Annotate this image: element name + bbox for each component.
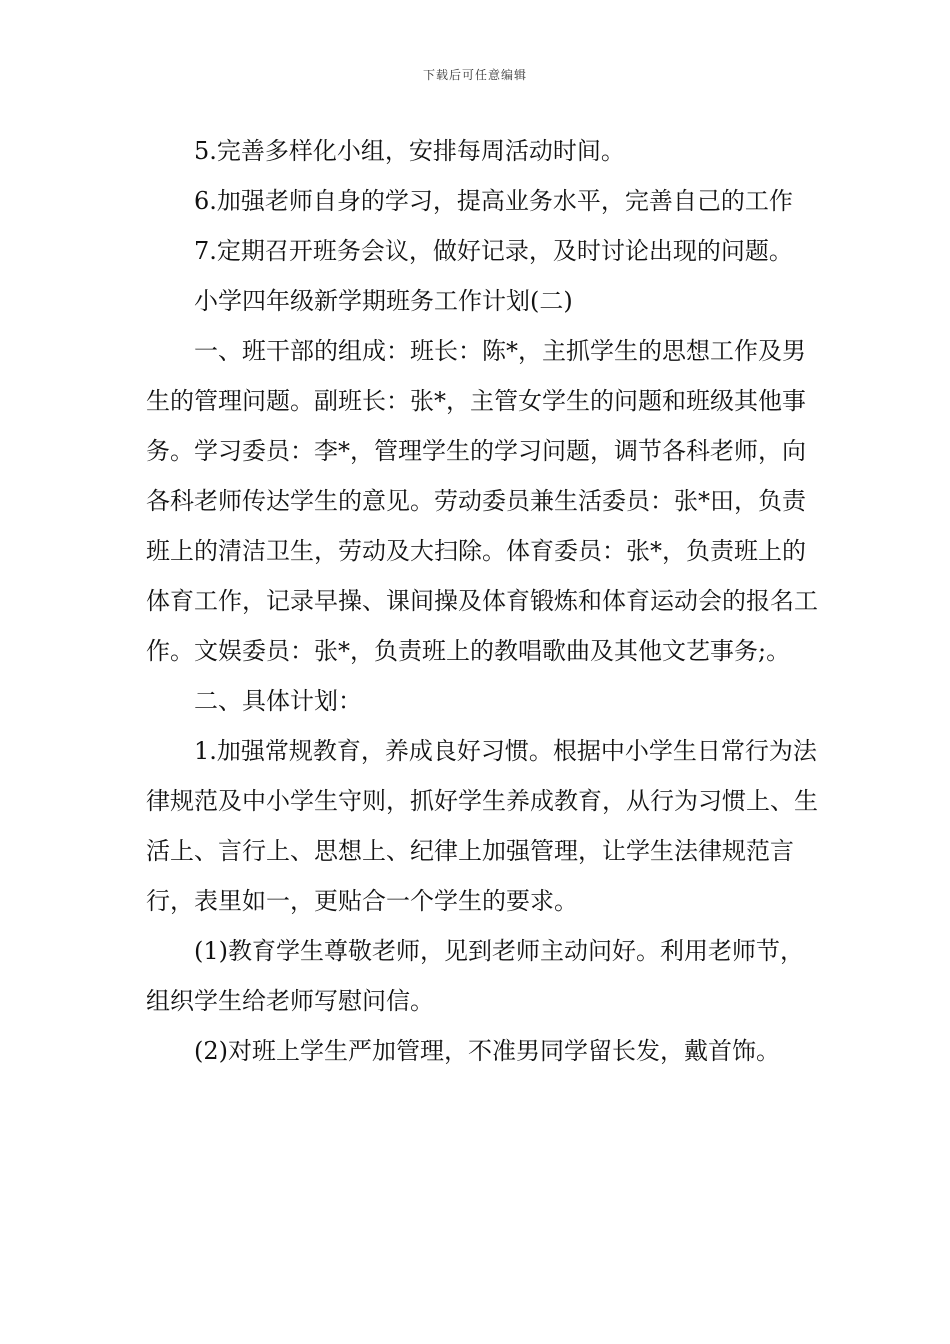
paragraph-class-cadres: 一、班干部的组成：班长：陈*，主抓学生的思想工作及男生的管理问题。副班长：张*，主管女学生的问题和班级其他事务。学习委员：李*，管理学生的学习问题，调节各科老师，向各科老师传达学生的意见。劳动委员兼生活委员：张*田，负责班上的清洁卫生，劳动及大扫除。体育委员：张*，负责班上的体育工作，记录早操、课间操及体育锻炼和体育运动会的报名工作。文娱委员：张*，负责班上的教唱歌曲及其他文艺事务;。 — [146, 337, 818, 665]
document-body — [146, 126, 826, 1076]
section-title: 小学四年级新学期班务工作计划(二) — [194, 287, 573, 315]
page-header: 下载后可任意编辑 — [422, 68, 527, 82]
paragraph-item-6: 6.加强老师自身的学习，提高业务水平，完善自己的工作 — [194, 187, 793, 215]
paragraph-item-7: 7.定期召开班务会议，做好记录，及时讨论出现的问题。 — [194, 237, 793, 265]
paragraph-plan-1-sub-1: (1)教育学生尊敬老师，见到老师主动问好。利用老师节，组织学生给老师写慰问信。 — [146, 937, 804, 1015]
paragraph-plan-1: 1.加强常规教育，养成良好习惯。根据中小学生日常行为法律规范及中小学生守则，抓好学生养成教育，从行为习惯上、生活上、言行上、思想上、纪律上加强管理，让学生法律规范言行，表里如一，更贴合一个学生的要求。 — [146, 737, 818, 915]
section-heading-plan: 二、具体计划： — [194, 687, 362, 715]
paragraph-plan-1-sub-2: (2)对班上学生严加管理，不准男同学留长发，戴首饰。 — [194, 1037, 780, 1065]
paragraph-item-5: 5.完善多样化小组，安排每周活动时间。 — [194, 137, 625, 165]
